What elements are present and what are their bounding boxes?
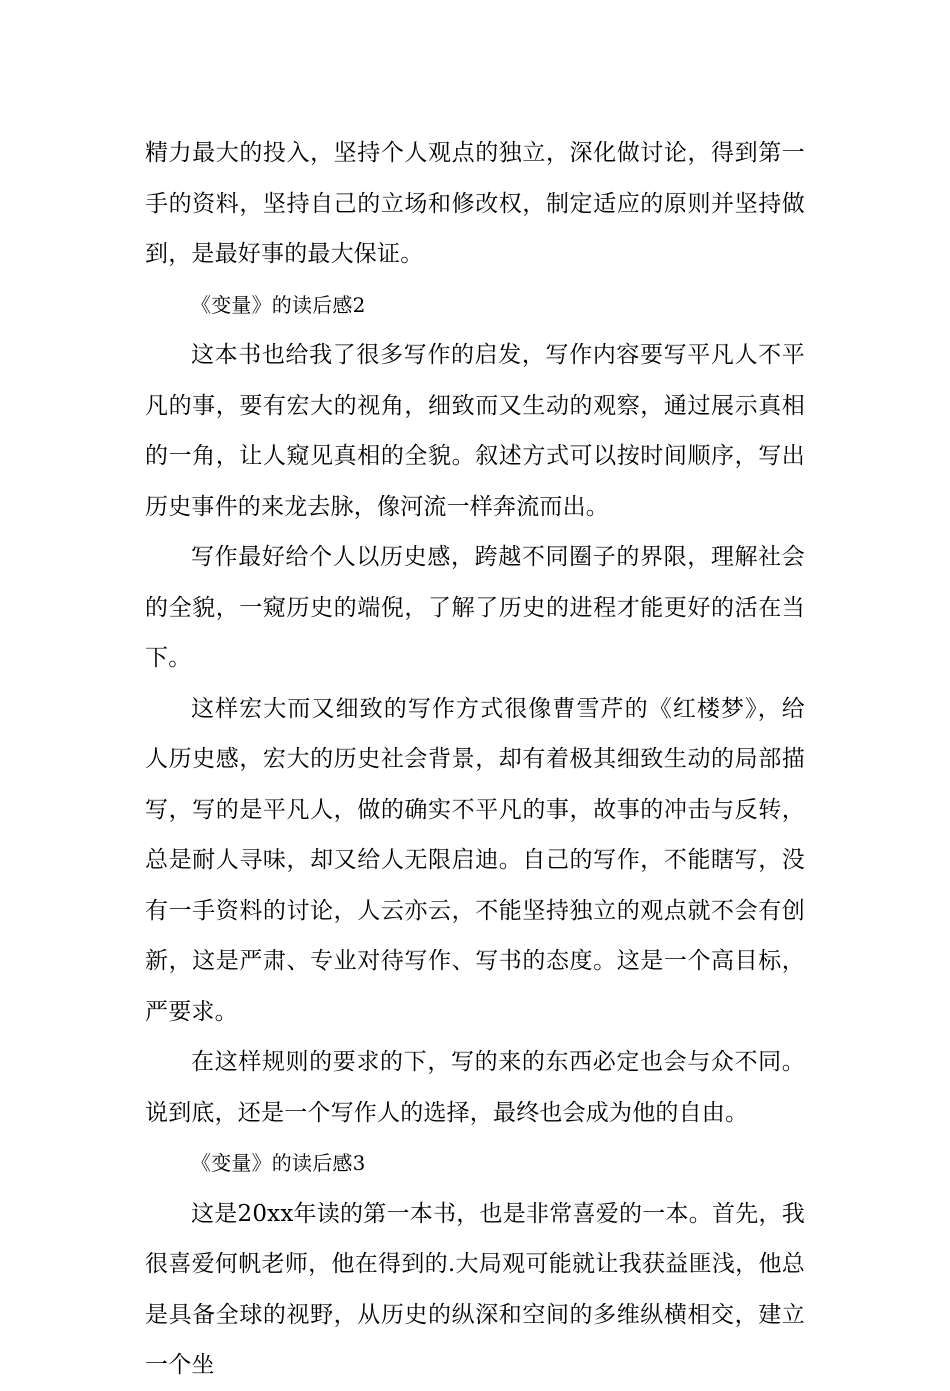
paragraph-continuation: 精力最大的投入，坚持个人观点的独立，深化做讨论，得到第一手的资料，坚持自己的立场和修改权，制定适应的原则并坚持做到，是最好事的最大保证。 [145, 140, 805, 267]
paragraph: 这样宏大而又细致的写作方式很像曹雪芹的《红楼梦》，给人历史感，宏大的历史社会背景，却有着极其细致生动的局部描写，写的是平凡人，做的确实不平凡的事，故事的冲击与反转，总是耐人寻味，却又给人无限启迪。自己的写作，不能瞎写，没有一手资料的讨论，人云亦云，不能坚持独立的观点就不会有创新，这是严肃、专业对待写作、写书的态度。这是一个高目标，严要求。 [145, 695, 805, 1025]
section-heading-2: 《变量》的读后感2 [191, 292, 366, 317]
paragraph: 写作最好给个人以历史感，跨越不同圈子的界限，理解社会的全貌，一窥历史的端倪，了解了历史的进程才能更好的活在当下。 [145, 544, 805, 671]
paragraph: 在这样规则的要求的下，写的来的东西必定也会与众不同。说到底，还是一个写作人的选择，最终也会成为他的自由。 [145, 1049, 805, 1126]
paragraph: 这本书也给我了很多写作的启发，写作内容要写平凡人不平凡的事，要有宏大的视角，细致而又生动的观察，通过展示真相的一角，让人窥见真相的全貌。叙述方式可以按时间顺序，写出历史事件的来龙去脉，像河流一样奔流而出。 [145, 342, 805, 520]
paragraph: 这是20xx年读的第一本书，也是非常喜爱的一本。首先，我很喜爱何帆老师，他在得到的.大局观可能就让我获益匪浅，他总是具备全球的视野，从历史的纵深和空间的多维纵横相交，建立一个坐 [145, 1200, 805, 1378]
section-heading-3: 《变量》的读后感3 [191, 1151, 366, 1175]
document-body [145, 128, 805, 1391]
